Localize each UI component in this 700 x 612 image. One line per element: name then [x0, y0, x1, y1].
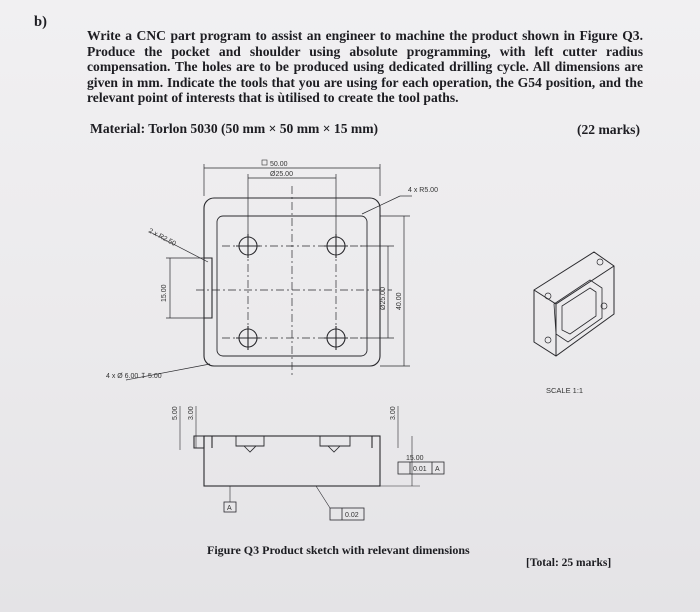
figure-caption: Figure Q3 Product sketch with relevant dimensions	[207, 543, 470, 557]
marks-label: (22 marks)	[576, 122, 640, 137]
dim-square-right: 40.00	[396, 292, 403, 310]
dim-shoulder-height: 15.00	[161, 284, 168, 302]
question-text: Write a CNC part program to assist an engineer to machine the product shown in Figure Q3. Produce the pocket and shoulder using absolute programming, with left cutter radius compensation. The holes are to be produced using dedicated drilling cycle. All dimensions are given in mm. Indicate the tools that you are using for each operation, the G54 position, and the relevant point of interests that is ùtilised to create the tool paths.	[87, 28, 643, 106]
dim-depth-2: 3.00	[188, 406, 195, 420]
dim-depth-3: 3.00	[390, 406, 397, 420]
dim-dia-top: Ø25.00	[270, 171, 293, 178]
datum-label: A	[227, 505, 232, 512]
total-marks: [Total: 25 marks]	[526, 557, 612, 569]
center-lines	[196, 186, 392, 376]
question-label: b)	[34, 14, 47, 30]
dim-square: 50.00	[270, 161, 288, 168]
front-view	[180, 406, 444, 520]
right-dimensions	[360, 196, 412, 366]
tol-parallel: 0.01	[413, 466, 427, 473]
dim-shoulder-radius: 2 x R2.50	[147, 227, 177, 248]
left-dimensions	[126, 232, 210, 380]
dim-dia-right: Ø25.00	[380, 287, 387, 310]
isometric-view	[534, 252, 614, 356]
shoulder-outline	[204, 258, 212, 318]
dim-depth-1: 5.00	[172, 406, 179, 420]
dim-corner-radius: 4 x R5.00	[408, 187, 438, 194]
square-symbol	[262, 160, 267, 165]
material-line: Material: Torlon 5030 (50 mm × 50 mm × 15 mm)	[90, 121, 379, 136]
tol-parallel-datum: A	[435, 466, 440, 473]
dim-thickness: 15.00	[406, 455, 424, 462]
dim-holes: 4 x Ø 6.00 ↧ 5.00	[106, 373, 162, 380]
scale-label: SCALE 1:1	[546, 386, 584, 395]
tol-flatness: 0.02	[345, 512, 359, 519]
